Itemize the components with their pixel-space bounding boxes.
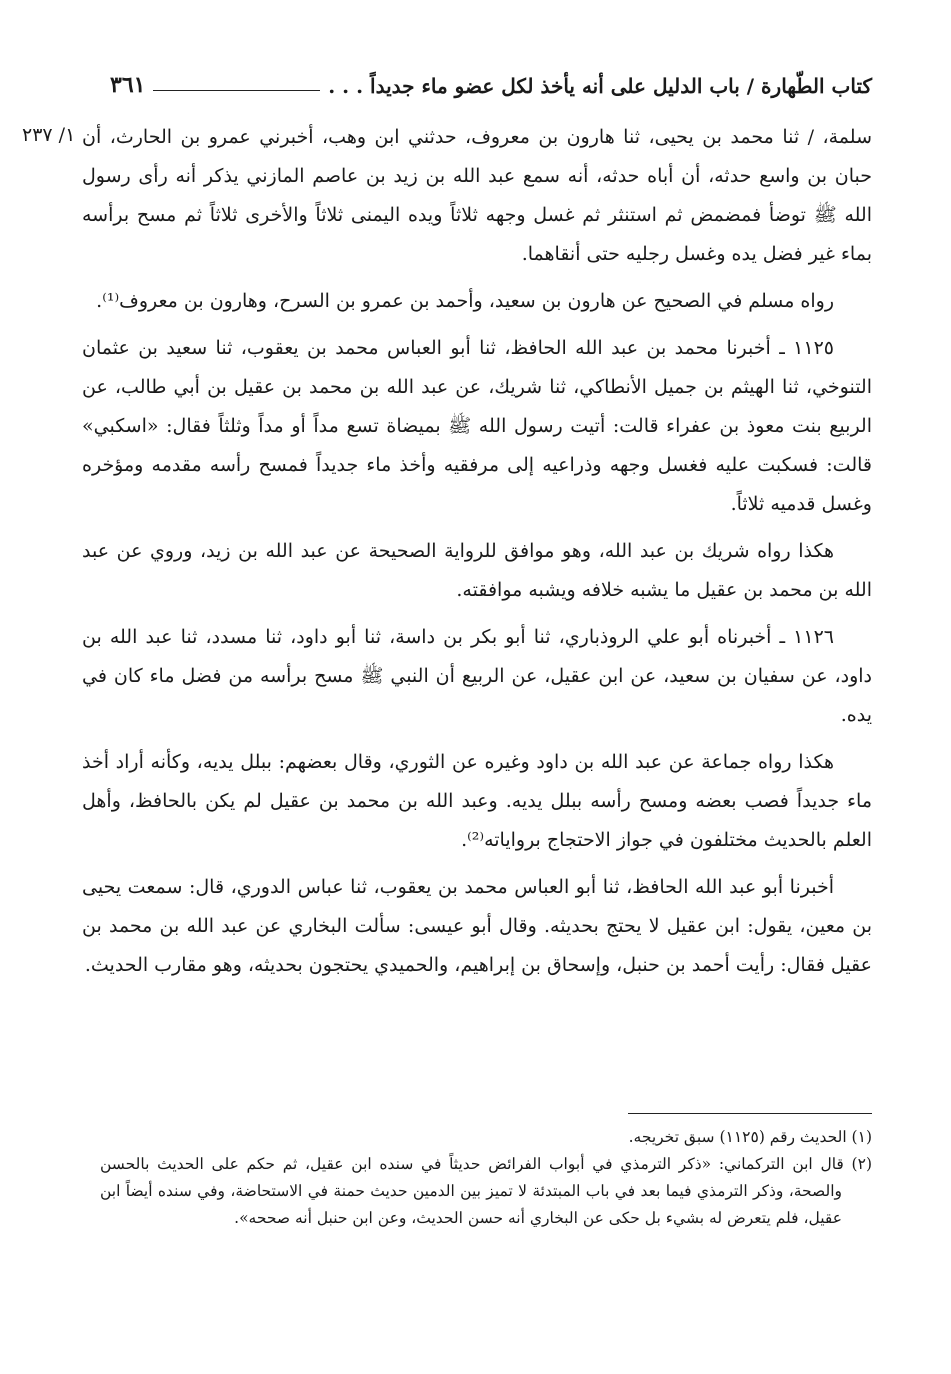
paragraph: أخبرنا أبو عبد الله الحافظ، ثنا أبو العباس محمد بن يعقوب، ثنا عباس الدوري، قال: سمعت يحيى بن معين، يقول: ابن عقيل لا يحتج بحديثه. وقال أبو عيسى: سألت البخاري عن عبد الله بن محمد بن عقيل فقال: رأيت أحمد بن حنبل، وإسحاق بن إبراهيم، والحميدي يحتجون بحديثه، وهو مقارب الحديث. [82, 876, 872, 976]
paragraph: هكذا رواه جماعة عن عبد الله بن داود وغيره عن الثوري، وقال بعضهم: ببلل يديه، وكأنه أراد أخذ ماء جديداً فصب بعضه ومسح رأسه ببلل يديه. وعبد الله بن محمد بن عقيل لم يكن بالحافظ، وأهل العلم بالحديث مختلفون في جواز الاحتجاج برواياته⁽²⁾. [82, 751, 872, 851]
hadith-1125: ١١٢٥ ـ أخبرنا محمد بن عبد الله الحافظ، ثنا أبو العباس محمد بن يعقوب، ثنا سعيد بن عثمان التنوخي، ثنا الهيثم بن جميل الأنطاكي، ثنا شريك، عن عبد الله بن محمد بن عقيل بن أبي طالب، عن الربيع بنت معوذ بن عفراء قالت: أتيت رسول الله ﷺ بميضاة تسع مداً أو مداً وثلثاً فقال: «اسكبي» قالت: فسكبت عليه فغسل وجهه وذراعيه إلى مرفقيه وأخذ ماء جديداً فمسح رأسه مقدمه ومؤخره وغسل قدميه ثلاثاً. [82, 337, 872, 515]
footnotes [100, 1124, 872, 1232]
margin-reference: ١/ ٢٣٧ [22, 124, 76, 146]
footnote-separator [628, 1113, 872, 1114]
paragraph: رواه مسلم في الصحيح عن هارون بن سعيد، وأحمد بن عمرو بن السرح، وهارون بن معروف⁽¹⁾. [96, 290, 834, 312]
paragraph: سلمة، / ثنا محمد بن يحيى، ثنا هارون بن معروف، حدثني ابن وهب، أخبرني عمرو بن الحارث، أن حبان بن واسع حدثه، أن أباه حدثه، أنه سمع عبد الله بن زيد بن عاصم المازني يذكر أنه رأى رسول الله ﷺ توضأ فمضمض ثم استنثر ثم غسل وجهه ثلاثاً ويده اليمنى ثلاثاً والأخرى ثلاثاً ثم مسح برأسه بماء غير فضل يده وغسل رجليه حتى أنقاهما. [82, 126, 872, 265]
footnote-2: (٢) قال ابن التركماني: «ذكر الترمذي في أبواب الفرائض حديثاً في سنده ابن عقيل، ثم حكم على الحديث بالحسن والصحة، وذكر الترمذي فيما بعد في باب المبتدئة لا تميز بين الدمين حديث حمنة في الاستحاضة، وفي سنده أيضاً ابن عقيل، فلم يتعرض له بشيء بل حكى عن البخاري أنه حسن الحديث، وعن ابن حنبل أنه صححه». [100, 1155, 872, 1227]
running-header [110, 62, 872, 98]
footnote-1: (١) الحديث رقم (١١٢٥) سبق تخريجه. [628, 1128, 872, 1146]
page-number: ٣٦١ [110, 72, 146, 98]
hadith-1126: ١١٢٦ ـ أخبرناه أبو علي الروذباري، ثنا أبو بكر بن داسة، ثنا أبو داود، ثنا مسدد، ثنا عبد الله بن داود، عن سفيان بن سعيد، عن ابن عقيل، عن الربيع أن النبي ﷺ مسح برأسه من فضل ماء كان في يده. [82, 626, 872, 726]
header-rule [153, 90, 320, 91]
paragraph: هكذا رواه شريك بن عبد الله، وهو موافق للرواية الصحيحة عن عبد الله بن زيد، وروي عن عبد الله بن محمد بن عقيل ما يشبه خلافه ويشبه موافقته. [82, 540, 872, 601]
header-title: كتاب الطّهارة / باب الدليل على أنه يأخذ لكل عضو ماء جديداً . . . [328, 74, 872, 98]
main-text [82, 118, 872, 993]
